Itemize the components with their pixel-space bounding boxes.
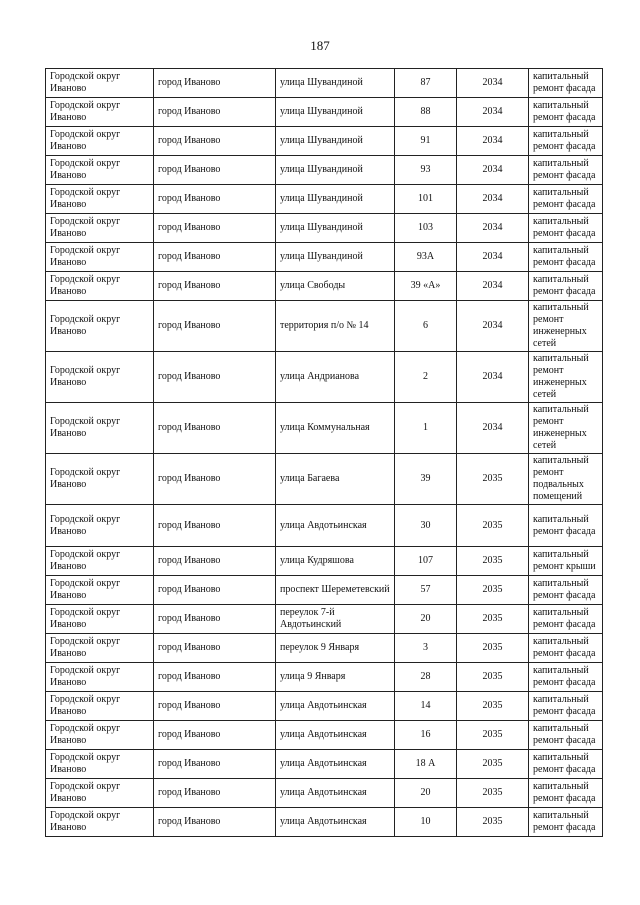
- district-cell: Городской округ Иваново: [46, 505, 154, 547]
- table-row: [46, 576, 603, 605]
- table-row: [46, 352, 603, 403]
- year-cell: 2035: [457, 808, 529, 837]
- table-row: [46, 403, 603, 454]
- year-cell: 2034: [457, 403, 529, 454]
- year-cell: 2034: [457, 301, 529, 352]
- city-cell: город Иваново: [154, 808, 276, 837]
- house-number-cell: 87: [395, 69, 457, 98]
- year-cell: 2034: [457, 243, 529, 272]
- year-cell: 2035: [457, 454, 529, 505]
- street-cell: улица Шувандиной: [276, 243, 395, 272]
- district-cell: Городской округ Иваново: [46, 301, 154, 352]
- city-cell: город Иваново: [154, 721, 276, 750]
- table-row: [46, 721, 603, 750]
- district-cell: Городской округ Иваново: [46, 272, 154, 301]
- district-cell: Городской округ Иваново: [46, 634, 154, 663]
- city-cell: город Иваново: [154, 692, 276, 721]
- table-row: [46, 547, 603, 576]
- work-type-cell: капитальный ремонт инженерных сетей: [529, 301, 603, 352]
- district-cell: Городской округ Иваново: [46, 576, 154, 605]
- table-row: [46, 634, 603, 663]
- year-cell: 2035: [457, 547, 529, 576]
- work-type-cell: капитальный ремонт фасада: [529, 98, 603, 127]
- house-number-cell: 39 «А»: [395, 272, 457, 301]
- year-cell: 2035: [457, 663, 529, 692]
- year-cell: 2035: [457, 576, 529, 605]
- work-type-cell: капитальный ремонт фасада: [529, 576, 603, 605]
- street-cell: переулок 7-й Авдотьинский: [276, 605, 395, 634]
- district-cell: Городской округ Иваново: [46, 454, 154, 505]
- year-cell: 2035: [457, 605, 529, 634]
- table-row: [46, 185, 603, 214]
- year-cell: 2034: [457, 156, 529, 185]
- house-number-cell: 103: [395, 214, 457, 243]
- street-cell: территория п/о № 14: [276, 301, 395, 352]
- table-row: [46, 505, 603, 547]
- district-cell: Городской округ Иваново: [46, 721, 154, 750]
- city-cell: город Иваново: [154, 454, 276, 505]
- district-cell: Городской округ Иваново: [46, 750, 154, 779]
- street-cell: улица Коммунальная: [276, 403, 395, 454]
- district-cell: Городской округ Иваново: [46, 352, 154, 403]
- house-number-cell: 18 А: [395, 750, 457, 779]
- table-row: [46, 272, 603, 301]
- year-cell: 2035: [457, 721, 529, 750]
- house-number-cell: 16: [395, 721, 457, 750]
- city-cell: город Иваново: [154, 547, 276, 576]
- street-cell: улица Кудряшова: [276, 547, 395, 576]
- work-type-cell: капитальный ремонт инженерных сетей: [529, 352, 603, 403]
- street-cell: улица Шувандиной: [276, 69, 395, 98]
- house-number-cell: 6: [395, 301, 457, 352]
- year-cell: 2035: [457, 505, 529, 547]
- house-number-cell: 93А: [395, 243, 457, 272]
- city-cell: город Иваново: [154, 69, 276, 98]
- table-row: [46, 779, 603, 808]
- street-cell: улица Авдотьинская: [276, 808, 395, 837]
- street-cell: улица Шувандиной: [276, 156, 395, 185]
- house-number-cell: 14: [395, 692, 457, 721]
- work-type-cell: капитальный ремонт фасада: [529, 69, 603, 98]
- work-type-cell: капитальный ремонт крыши: [529, 547, 603, 576]
- street-cell: улица Андрианова: [276, 352, 395, 403]
- house-number-cell: 88: [395, 98, 457, 127]
- house-number-cell: 28: [395, 663, 457, 692]
- district-cell: Городской округ Иваново: [46, 663, 154, 692]
- work-type-cell: капитальный ремонт фасада: [529, 127, 603, 156]
- city-cell: город Иваново: [154, 127, 276, 156]
- table-row: [46, 243, 603, 272]
- work-type-cell: капитальный ремонт фасада: [529, 663, 603, 692]
- table-row: [46, 605, 603, 634]
- street-cell: улица Авдотьинская: [276, 692, 395, 721]
- work-type-cell: капитальный ремонт фасада: [529, 808, 603, 837]
- work-type-cell: капитальный ремонт фасада: [529, 156, 603, 185]
- district-cell: Городской округ Иваново: [46, 156, 154, 185]
- work-type-cell: капитальный ремонт фасада: [529, 214, 603, 243]
- city-cell: город Иваново: [154, 98, 276, 127]
- street-cell: улица Авдотьинская: [276, 721, 395, 750]
- city-cell: город Иваново: [154, 352, 276, 403]
- street-cell: улица Багаева: [276, 454, 395, 505]
- city-cell: город Иваново: [154, 214, 276, 243]
- table-row: [46, 692, 603, 721]
- street-cell: переулок 9 Января: [276, 634, 395, 663]
- city-cell: город Иваново: [154, 243, 276, 272]
- city-cell: город Иваново: [154, 605, 276, 634]
- table-row: [46, 214, 603, 243]
- house-number-cell: 2: [395, 352, 457, 403]
- house-number-cell: 20: [395, 605, 457, 634]
- work-type-cell: капитальный ремонт фасада: [529, 634, 603, 663]
- city-cell: город Иваново: [154, 634, 276, 663]
- repair-schedule-table: [45, 68, 603, 837]
- district-cell: Городской округ Иваново: [46, 69, 154, 98]
- work-type-cell: капитальный ремонт подвальных помещений: [529, 454, 603, 505]
- work-type-cell: капитальный ремонт фасада: [529, 272, 603, 301]
- city-cell: город Иваново: [154, 403, 276, 454]
- street-cell: улица Шувандиной: [276, 214, 395, 243]
- year-cell: 2034: [457, 185, 529, 214]
- street-cell: улица Авдотьинская: [276, 505, 395, 547]
- city-cell: город Иваново: [154, 779, 276, 808]
- work-type-cell: капитальный ремонт фасада: [529, 505, 603, 547]
- work-type-cell: капитальный ремонт фасада: [529, 750, 603, 779]
- year-cell: 2034: [457, 272, 529, 301]
- table-row: [46, 127, 603, 156]
- table-row: [46, 750, 603, 779]
- district-cell: Городской округ Иваново: [46, 214, 154, 243]
- street-cell: улица Авдотьинская: [276, 750, 395, 779]
- table-row: [46, 454, 603, 505]
- house-number-cell: 1: [395, 403, 457, 454]
- district-cell: Городской округ Иваново: [46, 403, 154, 454]
- district-cell: Городской округ Иваново: [46, 605, 154, 634]
- city-cell: город Иваново: [154, 301, 276, 352]
- house-number-cell: 30: [395, 505, 457, 547]
- work-type-cell: капитальный ремонт фасада: [529, 605, 603, 634]
- city-cell: город Иваново: [154, 576, 276, 605]
- year-cell: 2034: [457, 214, 529, 243]
- year-cell: 2035: [457, 634, 529, 663]
- page-number: 187: [310, 38, 330, 53]
- house-number-cell: 20: [395, 779, 457, 808]
- year-cell: 2035: [457, 692, 529, 721]
- street-cell: улица Шувандиной: [276, 127, 395, 156]
- year-cell: 2034: [457, 69, 529, 98]
- city-cell: город Иваново: [154, 750, 276, 779]
- street-cell: улица Шувандиной: [276, 185, 395, 214]
- house-number-cell: 3: [395, 634, 457, 663]
- table-row: [46, 156, 603, 185]
- street-cell: улица Шувандиной: [276, 98, 395, 127]
- district-cell: Городской округ Иваново: [46, 692, 154, 721]
- house-number-cell: 10: [395, 808, 457, 837]
- district-cell: Городской округ Иваново: [46, 779, 154, 808]
- house-number-cell: 93: [395, 156, 457, 185]
- district-cell: Городской округ Иваново: [46, 98, 154, 127]
- street-cell: проспект Шереметевский: [276, 576, 395, 605]
- table-row: [46, 69, 603, 98]
- house-number-cell: 107: [395, 547, 457, 576]
- city-cell: город Иваново: [154, 185, 276, 214]
- work-type-cell: капитальный ремонт фасада: [529, 779, 603, 808]
- street-cell: улица Авдотьинская: [276, 779, 395, 808]
- table-body: [46, 69, 603, 837]
- table-row: [46, 98, 603, 127]
- year-cell: 2035: [457, 750, 529, 779]
- table-row: [46, 808, 603, 837]
- district-cell: Городской округ Иваново: [46, 808, 154, 837]
- district-cell: Городской округ Иваново: [46, 185, 154, 214]
- house-number-cell: 101: [395, 185, 457, 214]
- street-cell: улица 9 Января: [276, 663, 395, 692]
- house-number-cell: 91: [395, 127, 457, 156]
- work-type-cell: капитальный ремонт фасада: [529, 185, 603, 214]
- work-type-cell: капитальный ремонт фасада: [529, 243, 603, 272]
- city-cell: город Иваново: [154, 272, 276, 301]
- year-cell: 2034: [457, 352, 529, 403]
- city-cell: город Иваново: [154, 505, 276, 547]
- city-cell: город Иваново: [154, 663, 276, 692]
- district-cell: Городской округ Иваново: [46, 243, 154, 272]
- work-type-cell: капитальный ремонт фасада: [529, 721, 603, 750]
- year-cell: 2034: [457, 127, 529, 156]
- house-number-cell: 57: [395, 576, 457, 605]
- street-cell: улица Свободы: [276, 272, 395, 301]
- city-cell: город Иваново: [154, 156, 276, 185]
- table-row: [46, 301, 603, 352]
- year-cell: 2034: [457, 98, 529, 127]
- district-cell: Городской округ Иваново: [46, 127, 154, 156]
- district-cell: Городской округ Иваново: [46, 547, 154, 576]
- house-number-cell: 39: [395, 454, 457, 505]
- year-cell: 2035: [457, 779, 529, 808]
- work-type-cell: капитальный ремонт фасада: [529, 692, 603, 721]
- table-row: [46, 663, 603, 692]
- work-type-cell: капитальный ремонт инженерных сетей: [529, 403, 603, 454]
